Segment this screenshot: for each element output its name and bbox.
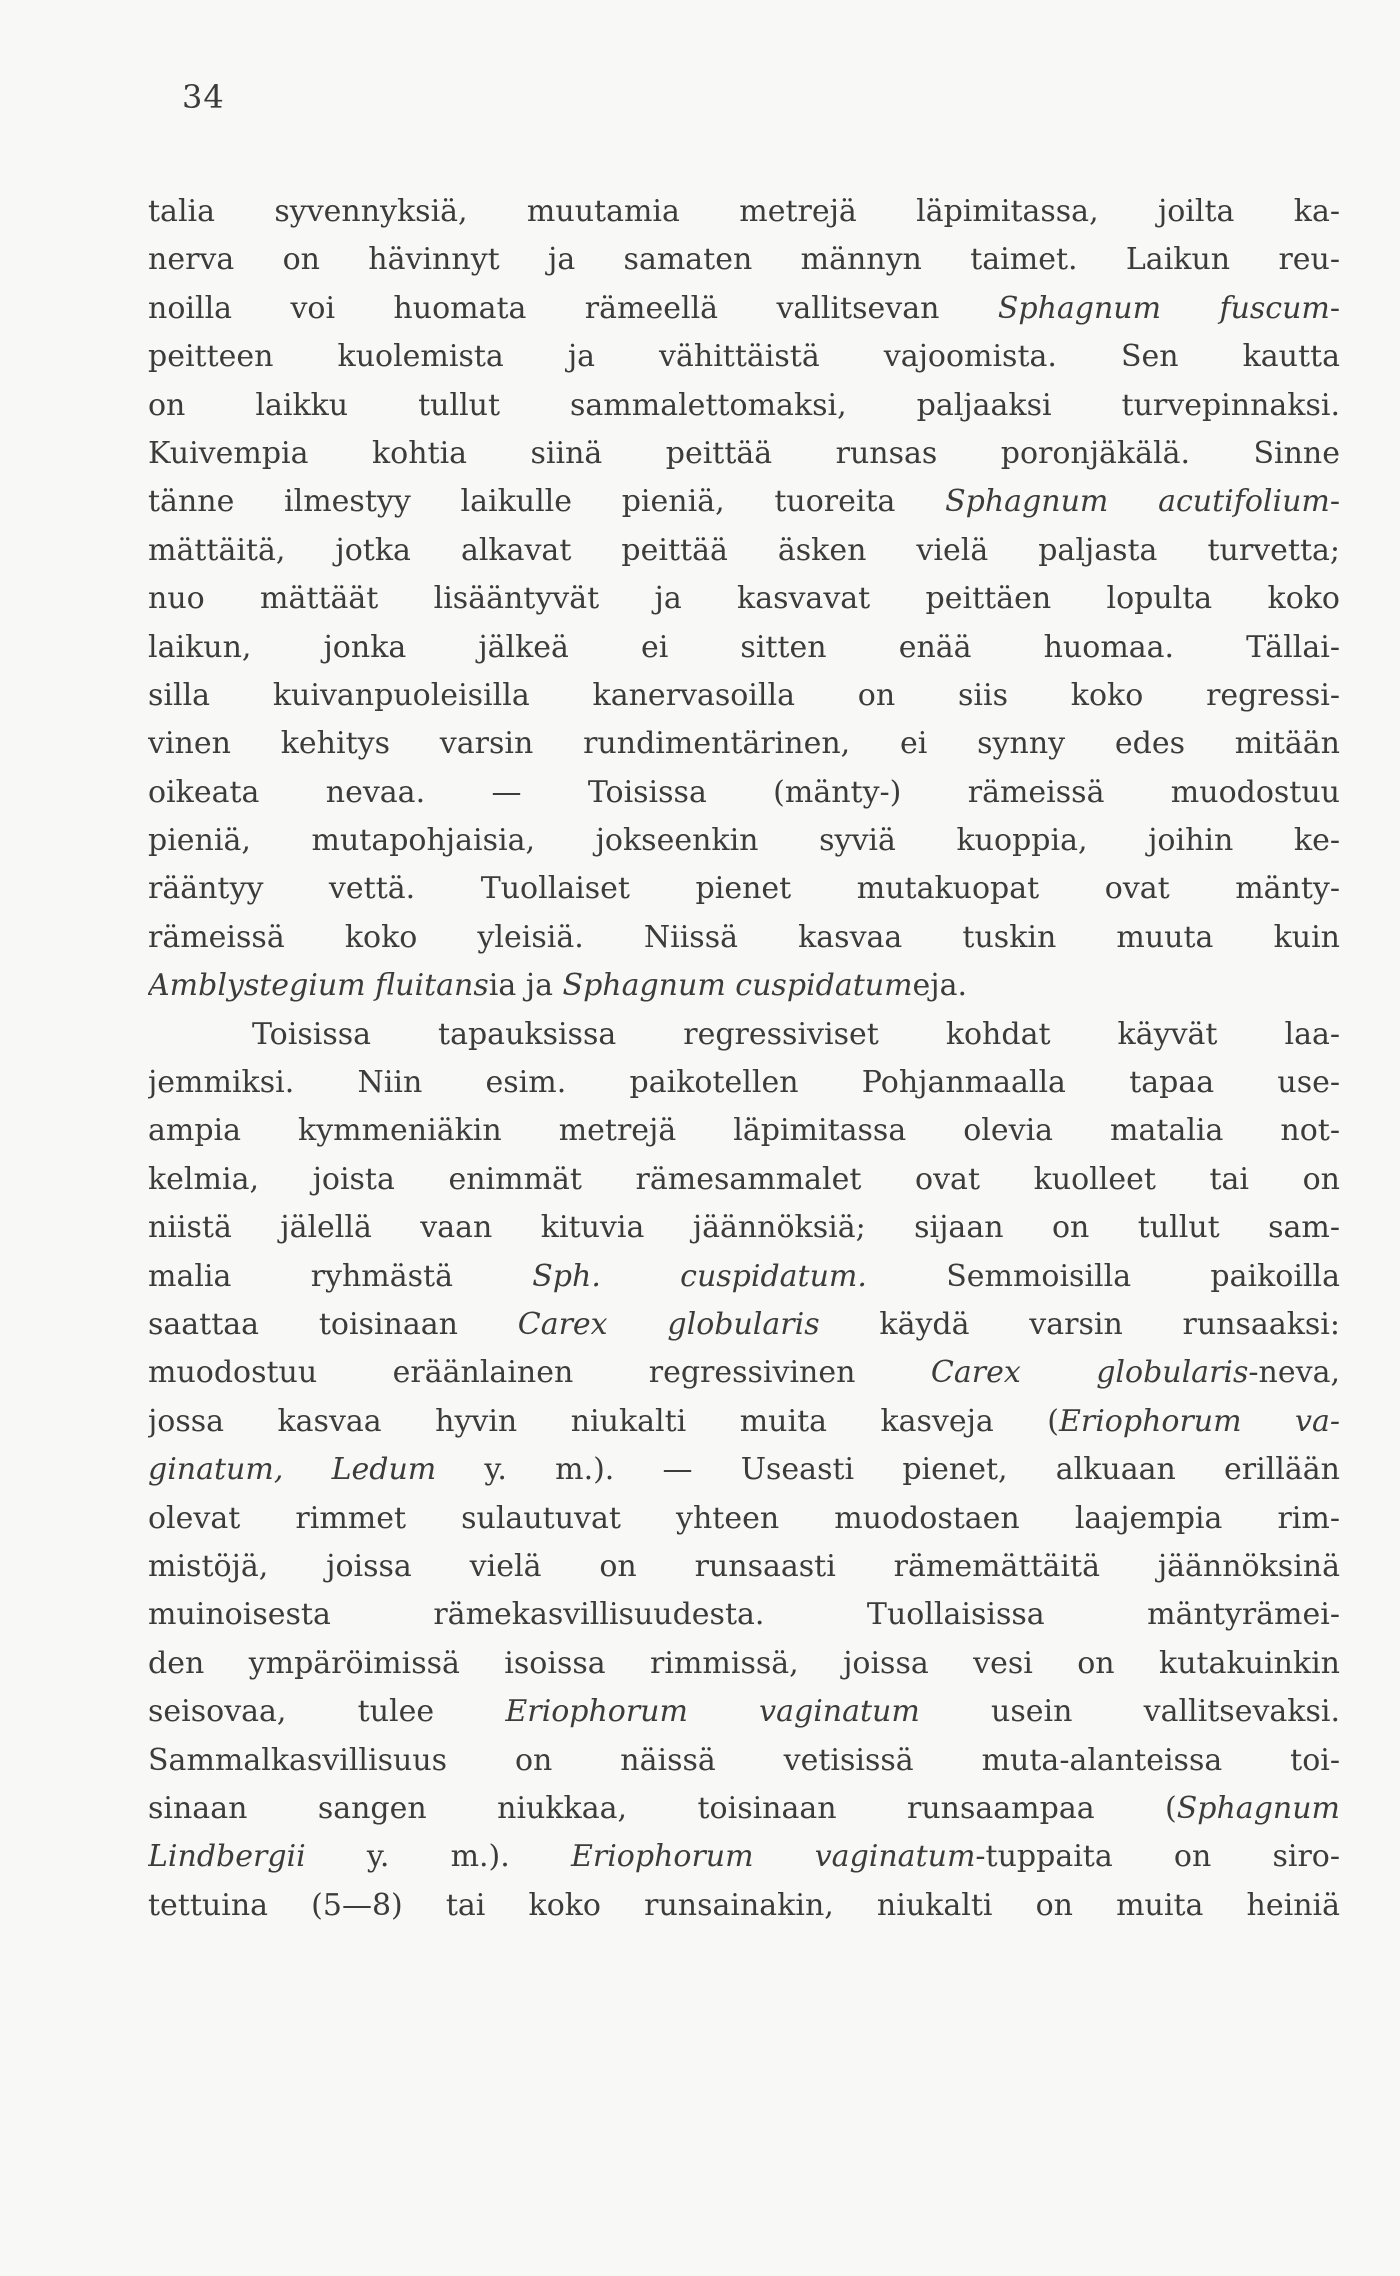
text-segment: mistöjä, joissa vielä on runsaasti rämemättäitä jäännöksinä [148, 1548, 1340, 1584]
text-segment: jossa kasvaa hyvin niukalti muita kasveja ( [148, 1403, 1059, 1439]
text-segment: käydä varsin runsaaksi: [819, 1306, 1340, 1342]
text-line [148, 1446, 1340, 1494]
text-line [148, 624, 1340, 672]
text-line [148, 1882, 1340, 1930]
text-segment: on laikku tullut sammalettomaksi, paljaaksi turvepinnaksi. [148, 387, 1340, 423]
text-segment: noilla voi huomata rämeellä vallitsevan [148, 290, 998, 326]
text-line [148, 1640, 1340, 1688]
italic-term: ginatum, Ledum [148, 1452, 437, 1488]
text-segment: usein vallitsevaksi. [919, 1694, 1340, 1730]
text-line [148, 382, 1340, 430]
text-line [148, 962, 1340, 1010]
italic-term: Sphagnum acutifolium [945, 484, 1330, 520]
text-segment: jemmiksi. Niin esim. paikotellen Pohjanmaalla tapaa use- [148, 1065, 1340, 1101]
text-segment: y. m.). — Useasti pienet, alkuaan erillään [436, 1452, 1340, 1488]
text-segment: pieniä, mutapohjaisia, jokseenkin syviä kuoppia, joihin ke- [148, 823, 1340, 859]
text-line [148, 1785, 1340, 1833]
text-line [148, 1591, 1340, 1639]
text-segment: y. m.). [305, 1839, 571, 1875]
text-line [148, 1737, 1340, 1785]
text-segment: malia ryhmästä [148, 1258, 533, 1294]
text-line [148, 1253, 1340, 1301]
text-segment: vinen kehitys varsin rundimentärinen, ei synny edes mitään [148, 726, 1340, 762]
text-line [148, 236, 1340, 284]
text-line [148, 1011, 1340, 1059]
text-line [148, 1398, 1340, 1446]
italic-term: Eriophorum vaginatum [505, 1694, 920, 1730]
text-line [148, 720, 1340, 768]
text-segment: kelmia, joista enimmät rämesammalet ovat kuolleet tai on [148, 1161, 1340, 1197]
text-segment: saattaa toisinaan [148, 1306, 518, 1342]
text-segment: nerva on hävinnyt ja samaten männyn taimet. Laikun reu- [148, 242, 1340, 278]
text-segment: olevat rimmet sulautuvat yhteen muodostaen laajempia rim- [148, 1500, 1340, 1536]
italic-term: Sph. cuspidatum. [532, 1258, 867, 1294]
text-line [148, 1688, 1340, 1736]
text-line [148, 527, 1340, 575]
text-segment: muinoisesta rämekasvillisuudesta. Tuollaisissa mäntyrämei- [148, 1597, 1340, 1633]
text-segment: -neva, [1248, 1355, 1340, 1391]
page-number: 34 [182, 78, 225, 116]
text-segment: nuo mättäät lisääntyvät ja kasvavat peittäen lopulta koko [148, 581, 1340, 617]
text-segment: - [1329, 484, 1340, 520]
text-line [148, 188, 1340, 236]
italic-term: Eriophorum vaginatum [570, 1839, 976, 1875]
text-line [148, 1107, 1340, 1155]
text-segment: laikun, jonka jälkeä ei sitten enää huomaa. Tällai- [148, 629, 1340, 665]
text-segment: ampia kymmeniäkin metrejä läpimitassa olevia matalia not- [148, 1113, 1340, 1149]
body-text [148, 188, 1340, 1930]
text-segment: Kuivempia kohtia siinä peittää runsas poronjäkälä. Sinne [148, 435, 1340, 471]
text-segment: Toisissa tapauksissa regressiviset kohdat käyvät laa- [252, 1016, 1340, 1052]
text-segment: seisovaa, tulee [148, 1694, 506, 1730]
italic-term: Amblystegium fluitans [148, 968, 489, 1004]
text-line [148, 1495, 1340, 1543]
text-line [148, 285, 1340, 333]
italic-term: Lindbergii [148, 1839, 306, 1875]
text-line [148, 1059, 1340, 1107]
text-line [148, 478, 1340, 526]
text-line [148, 333, 1340, 381]
text-segment: Semmoisilla paikoilla [866, 1258, 1340, 1294]
text-line [148, 1301, 1340, 1349]
text-line [148, 575, 1340, 623]
italic-term: Sphagnum cuspidatum [562, 968, 913, 1004]
text-segment: eja. [912, 968, 968, 1004]
text-line [148, 430, 1340, 478]
text-line [148, 1833, 1340, 1881]
text-segment: tettuina (5—8) tai koko runsainakin, niukalti on muita heiniä [148, 1887, 1340, 1923]
text-segment: oikeata nevaa. — Toisissa (mänty-) rämeissä muodostuu [148, 774, 1340, 810]
italic-term: Carex globularis [517, 1306, 820, 1342]
text-line [148, 914, 1340, 962]
text-segment: - [1329, 290, 1340, 326]
text-line [148, 672, 1340, 720]
text-segment: tänne ilmestyy laikulle pieniä, tuoreita [148, 484, 946, 520]
text-line [148, 865, 1340, 913]
text-segment: mättäitä, jotka alkavat peittää äsken vielä paljasta turvetta; [148, 532, 1340, 568]
text-line [148, 769, 1340, 817]
italic-term: Sphagnum [1176, 1790, 1340, 1826]
text-segment: peitteen kuolemista ja vähittäistä vajoomista. Sen kautta [148, 339, 1340, 375]
text-segment: rääntyy vettä. Tuollaiset pienet mutakuopat ovat mänty- [148, 871, 1340, 907]
text-segment: ia ja [488, 968, 563, 1004]
text-segment: silla kuivanpuoleisilla kanervasoilla on siis koko regressi- [148, 677, 1340, 713]
text-segment: den ympäröimissä isoissa rimmissä, joissa vesi on kutakuinkin [148, 1645, 1340, 1681]
text-line [148, 817, 1340, 865]
italic-term: Sphagnum fuscum [997, 290, 1330, 326]
text-segment: niistä jälellä vaan kituvia jäännöksiä; sijaan on tullut sam- [148, 1210, 1340, 1246]
text-line [148, 1156, 1340, 1204]
text-segment: talia syvennyksiä, muutamia metrejä läpimitassa, joilta ka- [148, 194, 1340, 229]
text-segment: Sammalkasvillisuus on näissä vetisissä muta-alanteissa toi- [148, 1742, 1340, 1778]
italic-term: Carex globularis [930, 1355, 1249, 1391]
text-line [148, 1204, 1340, 1252]
text-line [148, 1543, 1340, 1591]
text-line [148, 1349, 1340, 1397]
text-segment: muodostuu eräänlainen regressivinen [148, 1355, 931, 1391]
italic-term: Eriophorum va- [1058, 1403, 1340, 1439]
text-segment: sinaan sangen niukkaa, toisinaan runsaampaa ( [148, 1790, 1177, 1826]
text-segment: -tuppaita on siro- [975, 1839, 1340, 1875]
text-segment: rämeissä koko yleisiä. Niissä kasvaa tuskin muuta kuin [148, 919, 1340, 955]
